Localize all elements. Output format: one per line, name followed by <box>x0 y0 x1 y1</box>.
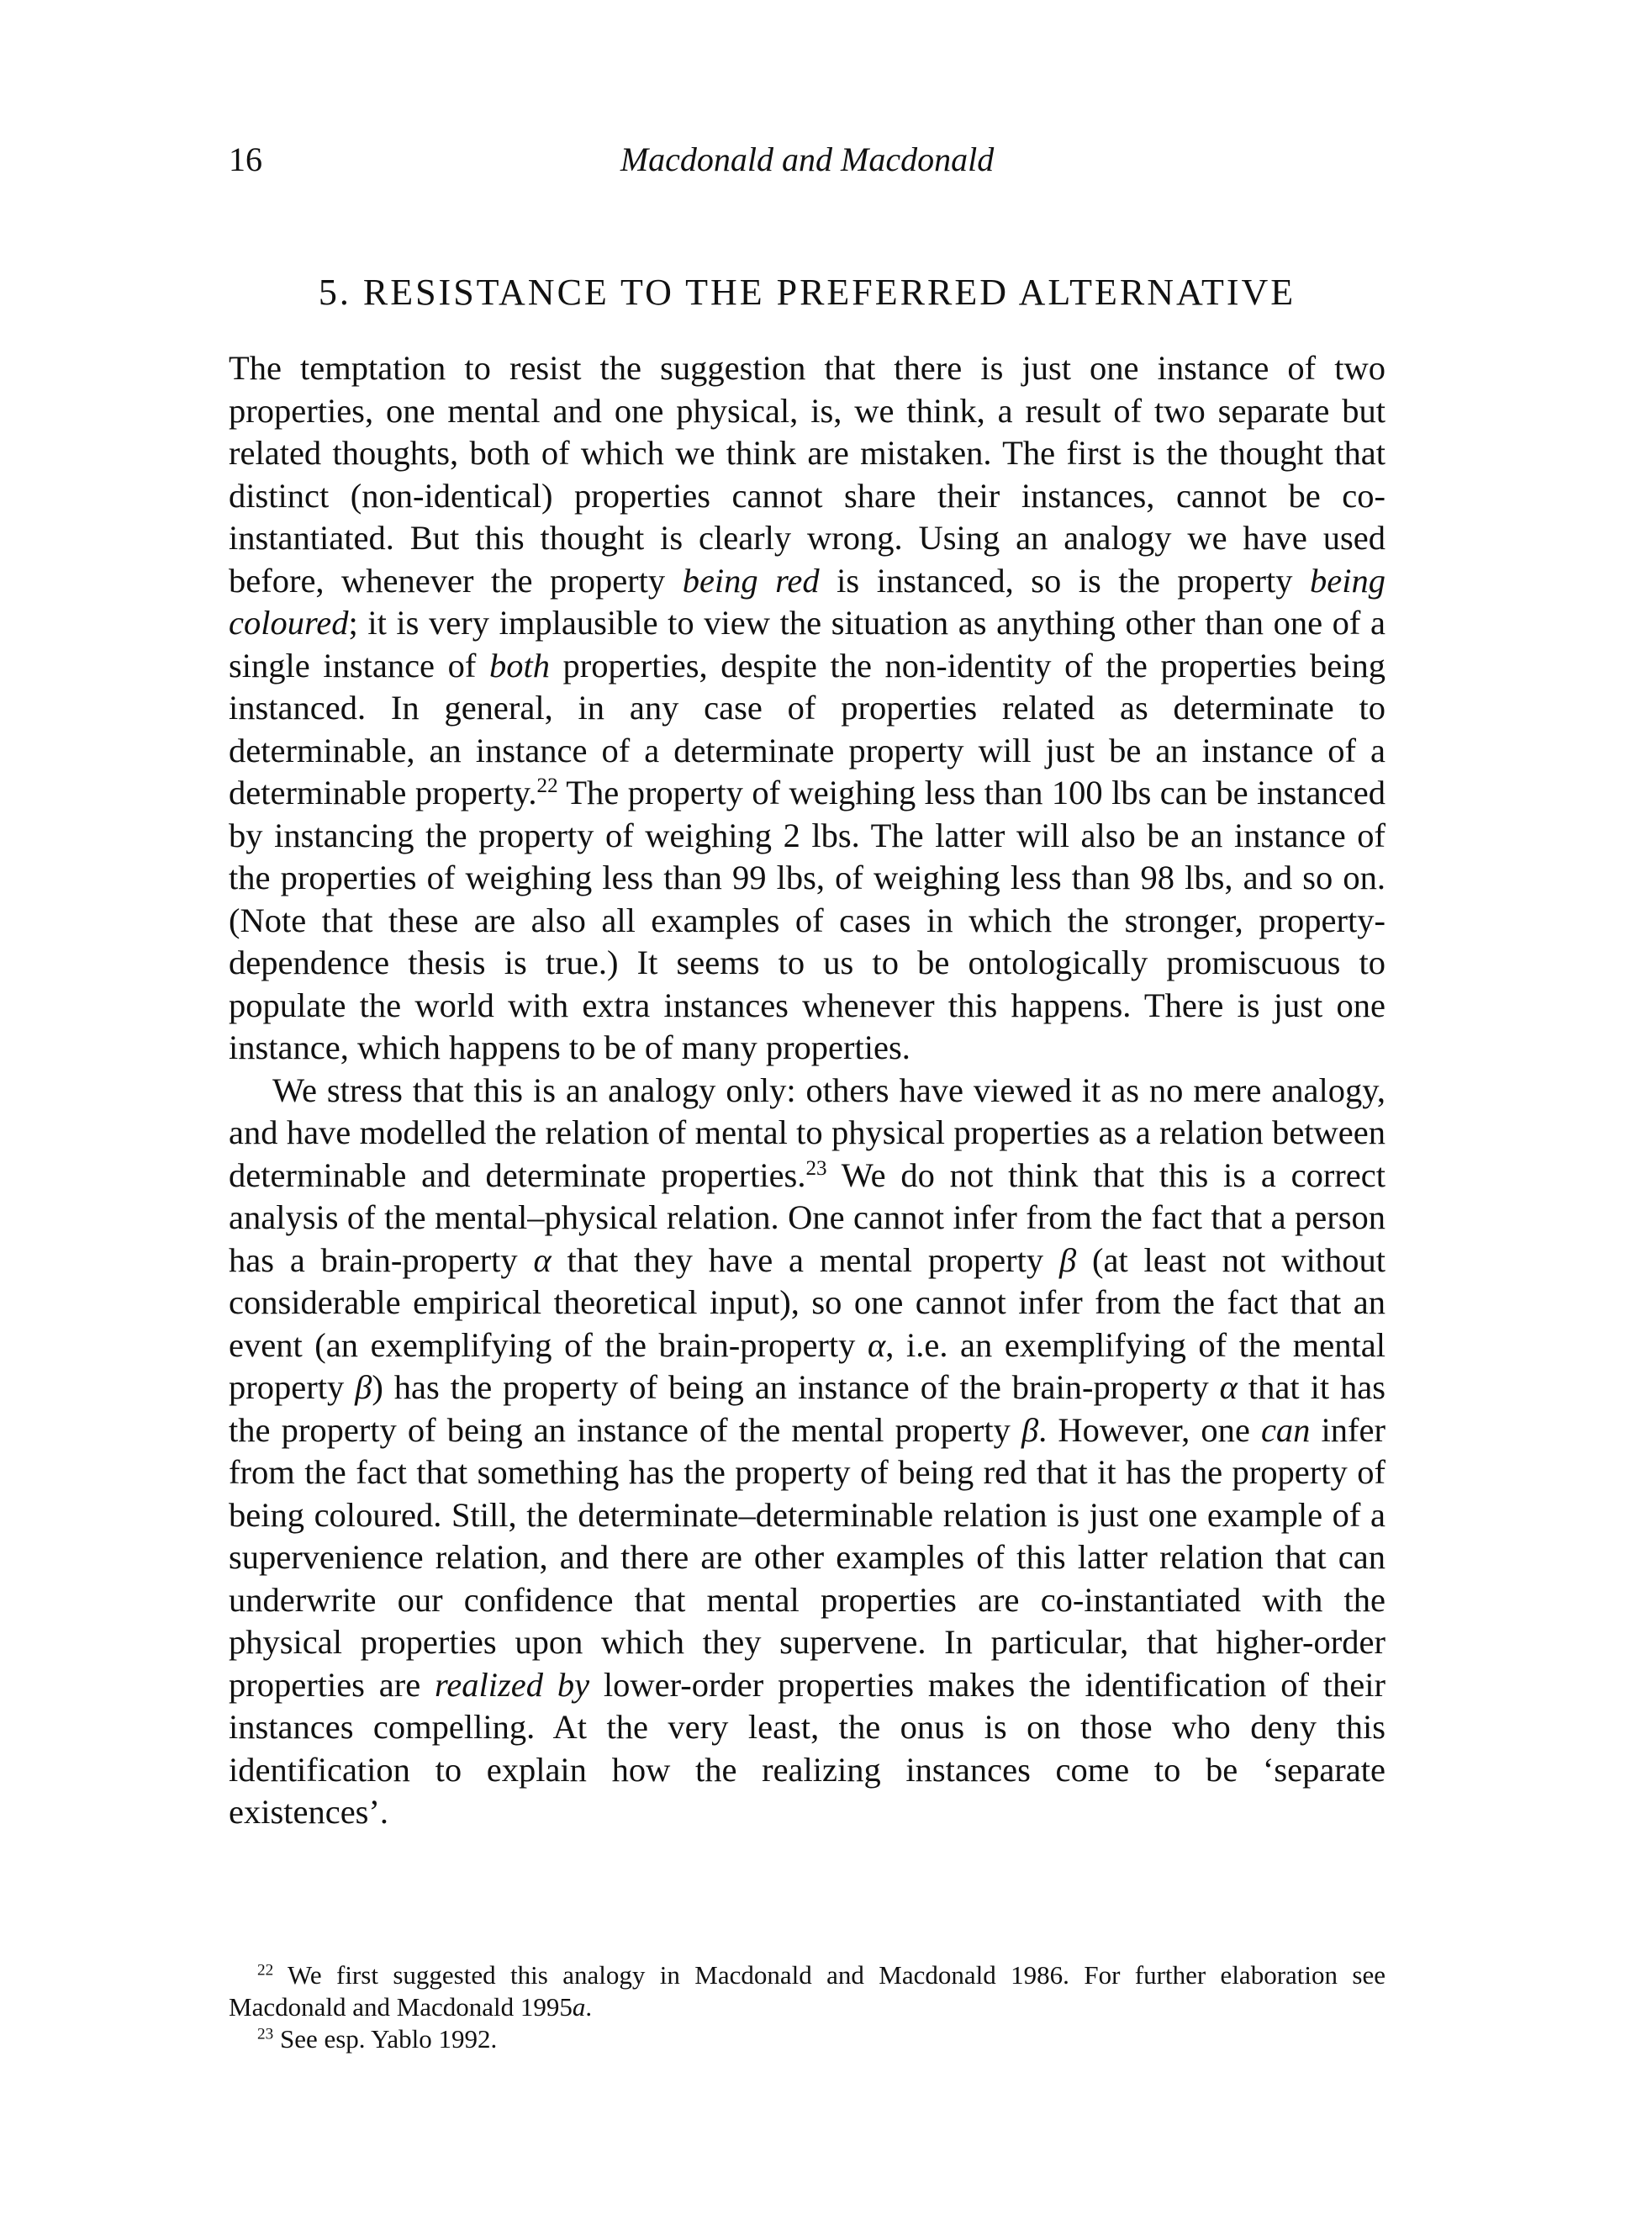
text-run: properties, despite the non-identity of the properties being instanced. In general, in any case of properties related as determinate to determinable, an instance of a determinate property will just be an instance of a determinable property. <box>229 646 1386 811</box>
text-run: infer from the fact that something has the property of being red that it has the property of being coloured. Still, the determinate–determinable relation is just one example of a supervenience relation, and there are other examples of this latter relation that can underwrite our confidence that mental properties are co-instantiated with the physical properties upon which they supervene. In particular, that higher-order properties are <box>229 1410 1385 1704</box>
footnote-text: See esp. Yablo 1992. <box>273 2024 498 2054</box>
emphasis: can <box>1260 1410 1311 1449</box>
footnote-number: 22 <box>257 1961 274 1980</box>
page-number: 16 <box>229 140 262 178</box>
emphasis: realized by <box>435 1665 590 1704</box>
footnote-number: 23 <box>257 2025 274 2043</box>
text-run: ; it is very implausible to view the situation as anything other than one of a single instance of <box>229 604 1385 685</box>
section-heading: 5. RESISTANCE TO THE PREFERRED ALTERNATIVE <box>318 272 1296 313</box>
paragraph-1 <box>229 347 1385 1070</box>
text-run: ) has the property of being an instance of the brain-property <box>372 1368 1220 1406</box>
text-run: (at least not without considerable empirical theoretical input), so one cannot infer from the fact that an event (an exemplifying of the brain-property <box>229 1240 1385 1364</box>
text-run: . However, one <box>1038 1410 1261 1449</box>
greek-symbol: β <box>1058 1240 1077 1279</box>
greek-symbol: α <box>533 1240 552 1279</box>
text-run: , i.e. an exemplifying of the mental property <box>229 1325 1386 1406</box>
footnote-text: We first suggested this analogy in Macdonald and Macdonald 1986. For further elaboration see Macdonald and Macdonald 1995 <box>229 1960 1385 2022</box>
emphasis: both <box>488 646 550 685</box>
text-run: The temptation to resist the suggestion that there is just one instance of two properties, one mental and one physical, is, we think, a result of two separate but related thoughts, both of which we think are mistaken. The first is the thought that distinct (non-identical) properties cannot share their instances, cannot be co-instantiated. But this thought is clearly wrong. Using an analogy we have used before, whenever the property <box>229 349 1385 600</box>
emphasis: a <box>572 1992 586 2022</box>
running-title: Macdonald and Macdonald <box>620 140 995 178</box>
running-head <box>229 135 1385 185</box>
text-run: that it has the property of being an instance of the mental property <box>229 1368 1386 1449</box>
greek-symbol: α <box>1219 1368 1238 1406</box>
greek-symbol: α <box>868 1325 886 1364</box>
footnotes <box>229 1959 1385 2055</box>
footnote-ref-23[interactable]: 23 <box>805 1156 827 1180</box>
greek-symbol: β <box>355 1368 372 1406</box>
footnote-text: . <box>585 1992 593 2022</box>
text-run: is instanced, so is the property <box>819 561 1311 600</box>
footnote-22 <box>229 1959 1385 2023</box>
paragraph-2 <box>229 1070 1385 1834</box>
text-run: lower-order properties makes the identification of their instances compelling. At the very least, the onus is on those who deny this identification to explain how the realizing instances come to be ‘separate existences’. <box>229 1665 1385 1831</box>
text-run: We stress that this is an analogy only: others have viewed it as no mere analogy, and have modelled the relation of mental to physical properties as a relation between determinable and determinate properties. <box>229 1070 1385 1194</box>
text-run: We do not think that this is a correct analysis of the mental–physical relation. One cannot infer from the fact that a person has a brain-property <box>229 1155 1386 1279</box>
emphasis: being coloured <box>229 561 1385 642</box>
body-text <box>229 347 1385 1834</box>
footnote-23 <box>229 2023 1385 2055</box>
greek-symbol: β <box>1021 1410 1039 1449</box>
text-run: The property of weighing less than 100 lbs can be instanced by instancing the property of weighing 2 lbs. The latter will also be an instance of the properties of weighing less than 99 lbs, of weighing less than 98 lbs, and so on. (Note that these are also all examples of cases in which the stronger, property-dependence thesis is true.) It seems to us to be ontologically promiscuous to populate the world with extra instances whenever this happens. There is just one instance, which happens to be of many properties. <box>229 774 1385 1066</box>
footnote-ref-22[interactable]: 22 <box>536 774 558 798</box>
emphasis: being red <box>682 561 820 600</box>
text-run: that they have a mental property <box>551 1240 1059 1279</box>
